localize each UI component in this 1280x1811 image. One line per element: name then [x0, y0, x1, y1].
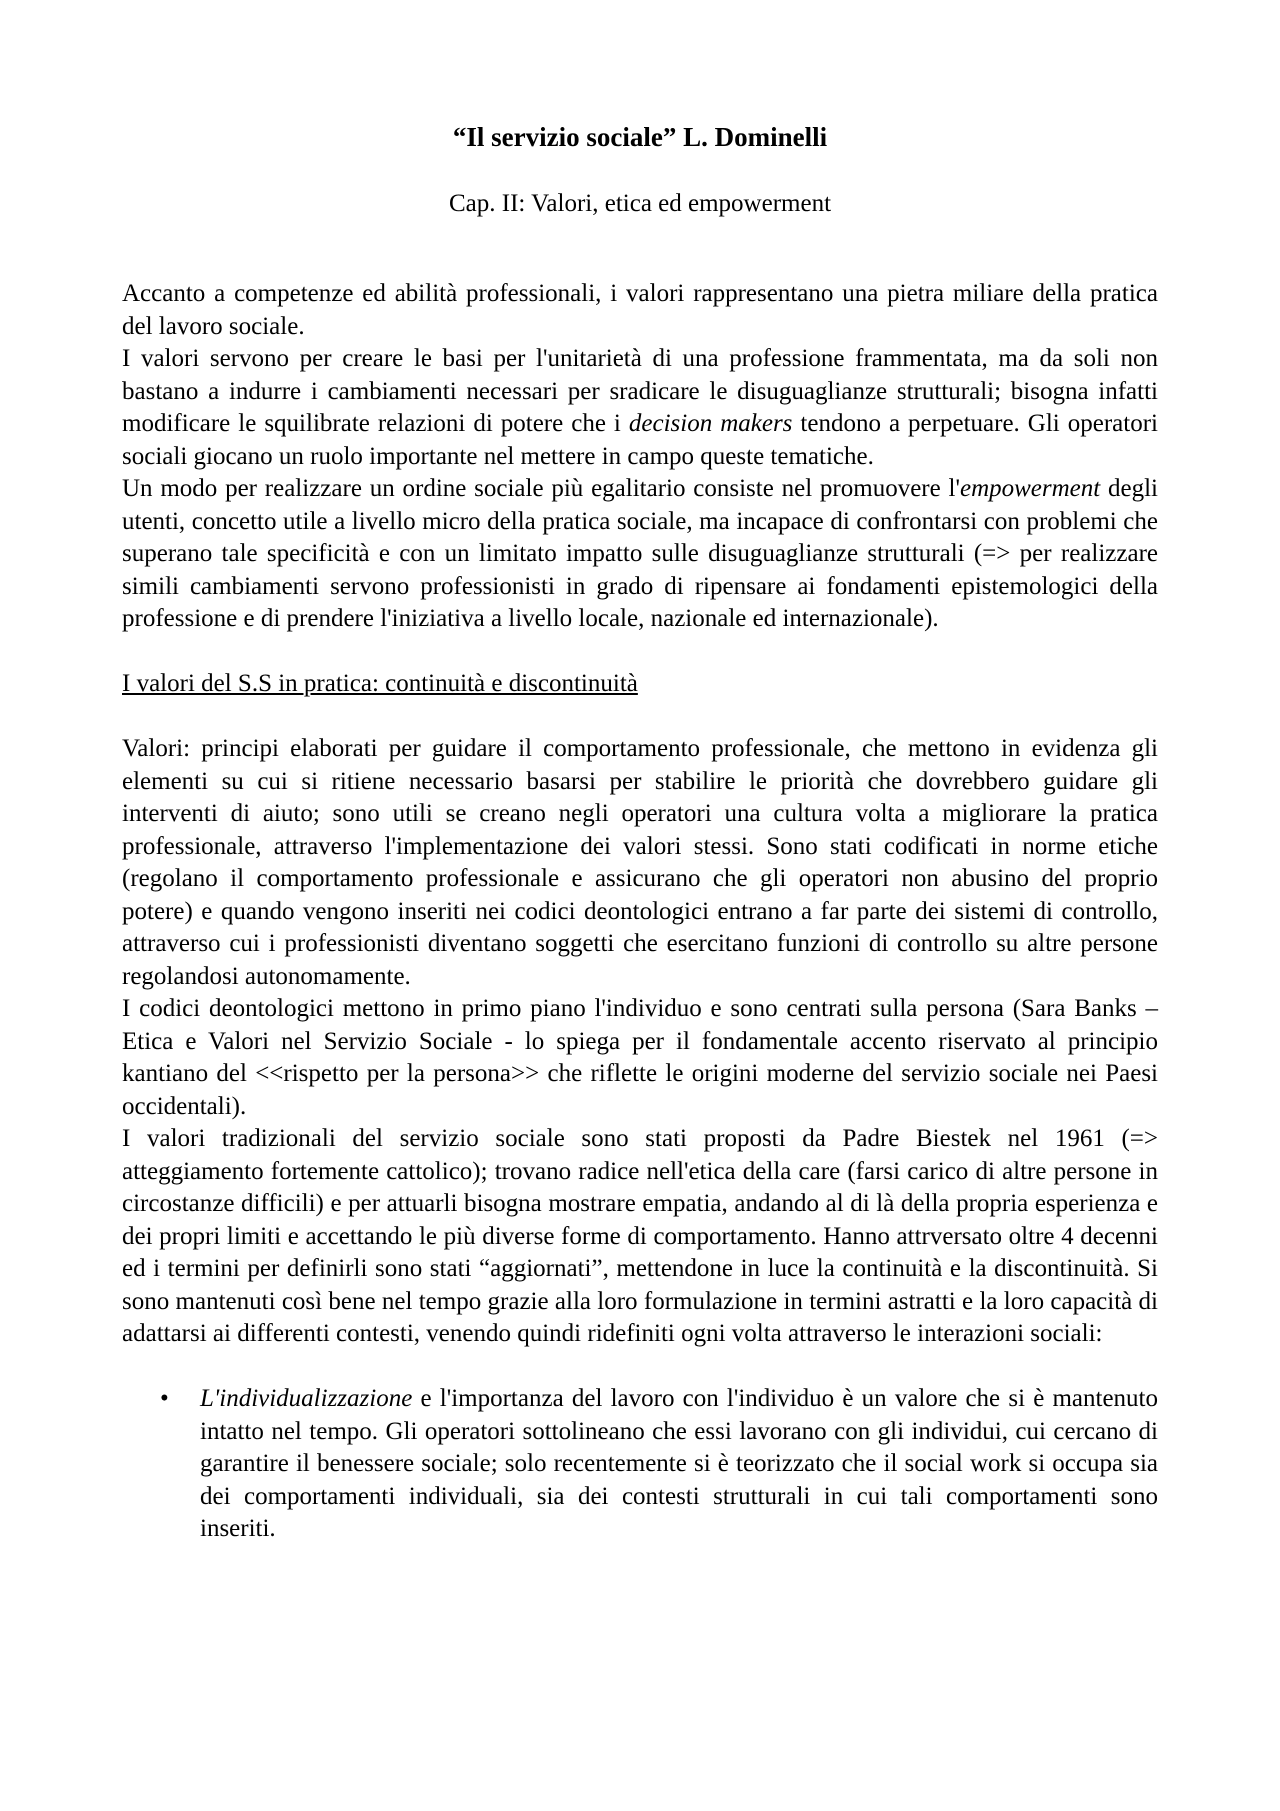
- section-paragraph-3: I valori tradizionali del servizio sociale sono stati proposti da Padre Biestek nel 1961 (=> atteggiamento fortemente cattolico); trovano radice nell'etica della care (farsi carico di altre persone in circostanze difficili) e per attuarli bisogna mostrare empatia, andando al di là della propria esperienza e dei propri limiti e accettando le più diverse forme di comportamento. Hanno attrversato oltre 4 decenni ed i termini per definirli sono stati “aggiornati”, mettendone in luce la continuità e la discontinuità. Si sono mantenuti così bene nel tempo grazie alla loro formulazione in termini astratti e la loro capacità di adattarsi ai differenti contesti, venendo quindi ridefiniti ogni volta attraverso le interazioni sociali:: [122, 1125, 1158, 1347]
- intro-paragraph-1: Accanto a competenze ed abilità professionali, i valori rappresentano una pietra miliare della pratica del lavoro sociale.: [122, 280, 1158, 340]
- section-paragraph-2: I codici deontologici mettono in primo piano l'individuo e sono centrati sulla persona (Sara Banks – Etica e Valori nel Servizio Sociale - lo spiega per il fondamentale accento riservato al principio kantiano del <<rispetto per la persona>> che riflette le origini moderne del servizio sociale nei Paesi occidentali).: [122, 995, 1158, 1120]
- values-bullet-list: [122, 1383, 1158, 1546]
- chapter-subtitle: Cap. II: Valori, etica ed empowerment: [448, 190, 832, 217]
- intro-paragraph-2: I valori servono per creare le basi per l'unitarietà di una professione frammentata, ma da soli non bastano a indurre i cambiamenti necessari per sradicare le disuguaglianze strutturali; bisogna infatti modificare le squilibrate relazioni di potere che i decision makers tendono a perpetuare. Gli operatori sociali giocano un ruolo importante nel mettere in campo queste tematiche.: [122, 345, 1158, 470]
- intro-paragraph-3: Un modo per realizzare un ordine sociale più egalitario consiste nel promuovere l'empowerment degli utenti, concetto utile a livello micro della pratica sociale, ma incapace di confrontarsi con problemi che superano tale specificità e con un limitato impatto sulle disuguaglianze strutturali (=> per realizzare simili cambiamenti servono professionisti in grado di ripensare ai fondamenti epistemologici della professione e di prendere l'iniziativa a livello locale, nazionale ed internazionale).: [122, 475, 1158, 632]
- section-paragraph-1: Valori: principi elaborati per guidare il comportamento professionale, che mettono in evidenza gli elementi su cui si ritiene necessario basarsi per stabilire le priorità che dovrebbero guidare gli interventi di aiuto; sono utili se creano negli operatori una cultura volta a migliorare la pratica professionale, attraverso l'implementazione dei valori stessi. Sono stati codificati in norme etiche (regolano il comportamento professionale e assicurano che gli operatori non abusino del proprio potere) e quando vengono inseriti nei codici deontologici entrano a far parte dei sistemi di controllo, attraverso cui i professionisti diventano soggetti che esercitano funzioni di controllo su altre persone regolandosi autonomamente.: [122, 735, 1158, 990]
- bullet-marker: •: [160, 1385, 169, 1412]
- list-item: • L'individualizzazione e l'importanza del lavoro con l'individuo è un valore che si è mantenuto intatto nel tempo. Gli operatori sottolineano che essi lavorano con gli individui, cui cercano di garantire il benessere sociale; solo recentemente si è teorizzato che il social work si occupa sia dei comportamenti individuali, sia dei contesti strutturali in cui tali comportamenti sono inseriti.: [160, 1385, 1158, 1542]
- document-title: “Il servizio sociale” L. Dominelli: [452, 122, 828, 152]
- section-heading: I valori del S.S in pratica: continuità e discontinuità: [122, 670, 638, 697]
- document-page: [122, 120, 1158, 1546]
